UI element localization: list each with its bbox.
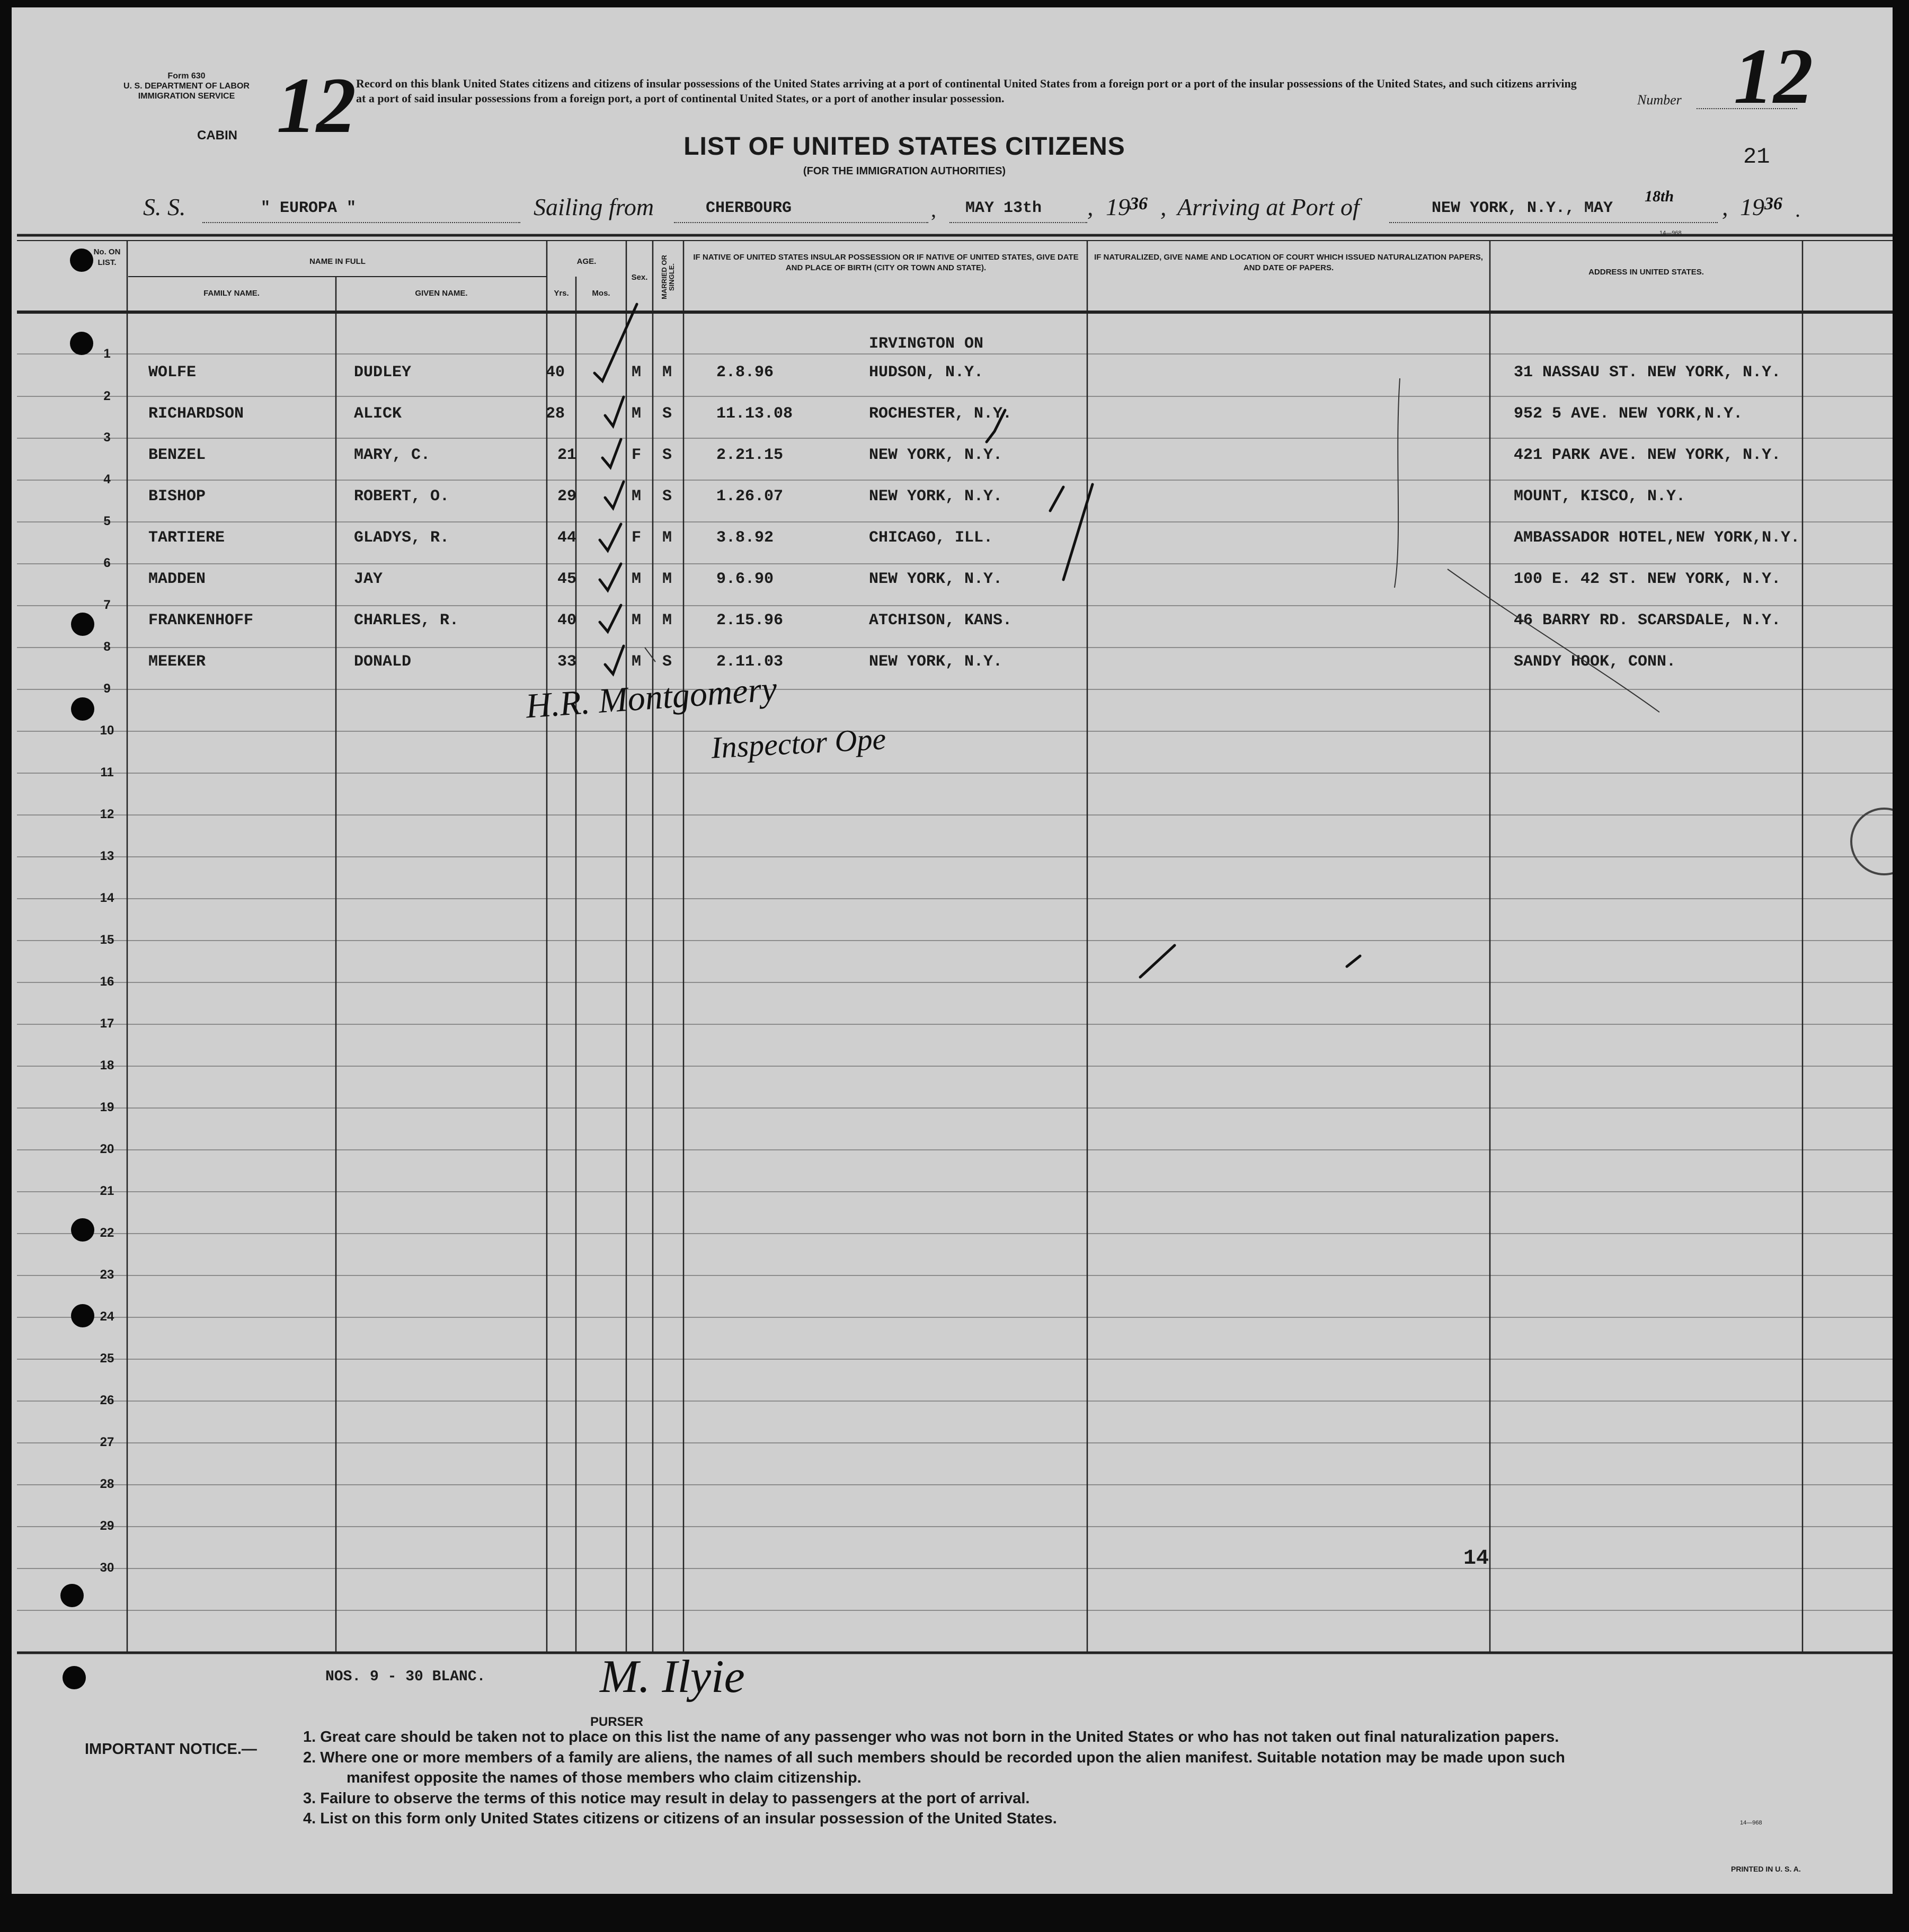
row-number: 9: [103, 681, 111, 696]
cabin-label: CABIN: [197, 128, 237, 143]
row-number: 14: [100, 891, 114, 905]
table-row-given: JAY: [354, 570, 383, 588]
sailing-label: Sailing from: [534, 193, 654, 220]
row-number: 25: [100, 1351, 114, 1366]
row-number: 11: [100, 765, 114, 779]
number-label: Number: [1637, 92, 1682, 108]
table-row-years: 33: [557, 653, 577, 671]
form-number: Form 630: [167, 72, 206, 81]
row-number: 26: [100, 1393, 114, 1407]
row-number: 15: [100, 933, 114, 947]
table-row-given: MARY, C.: [354, 446, 431, 464]
table-row-place: NEW YORK, N.Y.: [869, 570, 1003, 588]
table-row-address: 952 5 AVE. NEW YORK,N.Y.: [1514, 405, 1743, 423]
table-row-family: TARTIERE: [148, 529, 225, 547]
sailing-from: CHERBOURG: [706, 199, 792, 217]
notice-item: 3. Failure to observe the terms of this notice may result in delay to passengers at the port of arrival.: [303, 1790, 1030, 1807]
col-months: Mos.: [592, 289, 610, 298]
notice-label: IMPORTANT NOTICE.—: [85, 1741, 257, 1758]
table-row-years: 28: [546, 405, 565, 423]
row-number: 1: [103, 347, 111, 361]
row-number: 28: [100, 1477, 114, 1491]
table-row-address: 31 NASSAU ST. NEW YORK, N.Y.: [1514, 364, 1781, 382]
notice-item: 1. Great care should be taken not to place on this list the name of any passenger who was not born in the United States or who has not taken out final naturalization papers.: [303, 1729, 1559, 1745]
col-naturalized: IF NATURALIZED, GIVE NAME AND LOCATION OF COURT WHICH ISSUED NATURALIZATION PAPERS, AND DATE OF PAPERS.: [1094, 253, 1483, 272]
row-number: 21: [100, 1184, 114, 1198]
table-row-given: DONALD: [354, 653, 412, 671]
blank-rows-note: NOS. 9 - 30 BLANC.: [325, 1669, 486, 1685]
footer-code: 14—968: [1740, 1820, 1762, 1826]
table-row-given: ALICK: [354, 405, 402, 423]
printed-note: PRINTED IN U. S. A.: [1731, 1865, 1801, 1873]
inspector-title: Inspector Ope: [710, 721, 887, 765]
row-number: 23: [100, 1268, 114, 1282]
table-row-dob: 11.13.08: [716, 405, 793, 423]
table-row-years: 29: [557, 488, 577, 506]
page-title: LIST OF UNITED STATES CITIZENS: [683, 132, 1125, 161]
punch-hole-icon: [71, 613, 94, 636]
punch-hole-icon: [71, 697, 94, 721]
sailing-year-prefix: 19: [1106, 193, 1130, 220]
ss-label: S. S.: [143, 193, 186, 220]
col-no-on-list: No. ON LIST.: [93, 247, 121, 267]
ship-name: " EUROPA ": [261, 199, 357, 217]
notice-item: 2. Where one or more members of a family are aliens, the names of all such members should be recorded upon the alien manifest. Suitable notation may be made upon such: [303, 1749, 1565, 1766]
table-row-sex: M: [632, 405, 642, 423]
table-row-years: 44: [557, 529, 577, 547]
table-row-family: BENZEL: [148, 446, 206, 464]
manifest-sheet: Form 630 U. S. DEPARTMENT OF LABOR IMMIGRATION SERVICE CABIN 12 Record on this blank United States citizens and citizens of insular possessions of the United States arriving at a port of continental United States from a foreign port or a port of the insular possessions of the United States, and such citizens arriving at a port of said insular possessions from a foreign port, a port of continental United States, or a port of another insular possession. Number 12 LIST OF UNITED STATES CITIZENS (FOR THE IMMIGRATION AUTHORITIES) 21 S. S. " EUROPA " Sailing from CHERBOURG , MAY 13th , 19 36 , Arriving at Port of NEW YORK, N.Y., MAY 18th , 19 36 . 14—968 No. ON LIST. NAME IN FULL FAMILY NAME. GIVEN NAME. AGE. Yrs. Mos. Sex. MARRIED OR SINGLE. IF NATIVE OF UNITED STATES INSULAR POSSESSION OR IF NATIVE OF UNITED STATES, GIVE DATE AND PLACE OF BIRTH (CITY OR TOWN AND STATE). IF NATURALIZED, GIVE NAME AND LOCATION OF COURT WHICH ISSUED NATURALIZATION PAPERS, AND DATE OF PAPERS. ADDRESS IN UNITED STATES. 1 2 3 4 5 6 7 8 9 10 11 12 13 14 15 16 17 18 19 20 21 22 23 24 25 26 27 28 29 30 WOLFE DUDLEY 40 M M 2.8.96 IRVINGTON ON HUDSON, N.Y. 31 NASSAU ST. NEW YORK, N.Y. RICHARDSON ALICK 28 M S 11.13.08 ROCHESTER, N.Y. 952 5 AVE. NEW YORK,N.Y. BENZEL MARY, C. 21 F S 2.21.15 NEW YORK, N.Y. 421 PARK AVE. NEW YORK, N.Y. BISHOP ROBERT, O. 29 M S 1.26.07 NEW YORK, N.Y. MOUNT, KISCO, N.Y. TARTIERE GLADYS, R. 44 F M 3.8.92 CHICAGO, ILL. AMBASSADOR HOTEL,NEW YORK,N.Y. MADDEN JAY 45 M M 9.6.90 NEW YORK, N.Y. 100 E. 42 ST. NEW YORK, N.Y. FRANKENHOFF CHARLES, R. 40 M M 2.15.96 ATCHISON, KANS. 46 BARRY RD. SCARSDALE, N.Y. MEEKER DONALD 33 M S 2.11.03 NEW YORK, N.Y. SANDY HOOK, CONN. H.R. Montgomery Inspector Ope 14 NOS. 9 - 30 BLANC. M. Ilyie PURSER IMPORTANT NOTICE.— 1. Great care should be taken not to place on this list the name of any passenger who was not born in the United States or who has not taken out final naturalization papers. 2. Where one or more members of a family are aliens, the names of all such members should be recorded upon the alien manifest. Suitable notation may be made upon such manifest opposite the names of those members who claim citizenship. 3. Failure to observe the terms of this notice may result in delay to passengers at the port of arrival. 4. List on this form only United States citizens or citizens of an insular possession of the United States. 14—968 PRINTED IN U. S. A.: [12, 7, 1893, 1894]
row-number: 18: [100, 1058, 114, 1073]
table-row-sex: M: [632, 570, 642, 588]
purser-signature: M. Ilyie: [600, 1651, 745, 1703]
arriving-label: Arriving at Port of: [1177, 193, 1360, 220]
row-number: 20: [100, 1142, 114, 1156]
row-number: 5: [103, 514, 111, 528]
table-row-address: 421 PARK AVE. NEW YORK, N.Y.: [1514, 446, 1781, 464]
punch-hole-icon: [70, 249, 93, 272]
col-family-name: FAMILY NAME.: [203, 289, 260, 298]
page-mark: 14: [1463, 1547, 1489, 1571]
col-years: Yrs.: [554, 289, 569, 298]
table-row-dob: 2.15.96: [716, 611, 784, 630]
col-birth: IF NATIVE OF UNITED STATES INSULAR POSSESSION OR IF NATIVE OF UNITED STATES, GIVE DATE AND PLACE OF BIRTH (CITY OR TOWN AND STATE).: [693, 253, 1079, 272]
number-value: 12: [1734, 32, 1813, 120]
cabin-value: 12: [277, 61, 356, 149]
table-row-dob: 9.6.90: [716, 570, 774, 588]
row-number: 22: [100, 1226, 114, 1240]
page-number: 21: [1743, 144, 1770, 170]
row-number: 27: [100, 1435, 114, 1449]
sailing-year-suffix: 36: [1130, 194, 1148, 214]
table-row-marital: S: [662, 405, 672, 423]
arrival-year-suffix: 36: [1764, 194, 1782, 214]
table-row-sex: F: [632, 446, 642, 464]
table-row-place: NEW YORK, N.Y.: [869, 488, 1003, 506]
punch-hole-icon: [63, 1666, 86, 1689]
table-row-given: ROBERT, O.: [354, 488, 450, 506]
table-row-dob: 2.8.96: [716, 364, 774, 382]
punch-hole-icon: [70, 332, 93, 355]
row-number: 3: [103, 430, 111, 445]
row-number: 24: [100, 1309, 114, 1324]
table-row-given: GLADYS, R.: [354, 529, 450, 547]
arrival-port-date: NEW YORK, N.Y., MAY: [1432, 199, 1613, 217]
col-age: AGE.: [576, 257, 597, 266]
table-row-sex: M: [632, 364, 642, 382]
table-row-years: 40: [546, 364, 565, 382]
arrival-day: 18th: [1645, 188, 1674, 205]
punch-hole-icon: [71, 1218, 94, 1242]
department-name: U. S. DEPARTMENT OF LABOR: [123, 82, 250, 91]
table-row-address: SANDY HOOK, CONN.: [1514, 653, 1676, 671]
table-row-dob: 3.8.92: [716, 529, 774, 547]
sailing-date: MAY 13th: [965, 199, 1042, 217]
table-row-marital: M: [662, 570, 672, 588]
table-row-marital: M: [662, 529, 672, 547]
table-row-family: RICHARDSON: [148, 405, 244, 423]
page-subtitle: (FOR THE IMMIGRATION AUTHORITIES): [803, 165, 1006, 177]
table-row-years: 45: [557, 570, 577, 588]
table-row-place: CHICAGO, ILL.: [869, 529, 993, 547]
row-number: 10: [100, 723, 114, 738]
table-row-place: NEW YORK, N.Y.: [869, 446, 1003, 464]
table-row-sex: M: [632, 653, 642, 671]
table-row-place: ROCHESTER, N.Y.: [869, 405, 1013, 423]
table-row-sex: M: [632, 488, 642, 506]
table-row-address: MOUNT, KISCO, N.Y.: [1514, 488, 1686, 506]
table-row-address: AMBASSADOR HOTEL,NEW YORK,N.Y.: [1514, 529, 1800, 547]
table-row-years: 40: [557, 611, 577, 630]
punch-hole-icon: [60, 1584, 84, 1607]
table-row-given: CHARLES, R.: [354, 611, 459, 630]
table-row-sex: F: [632, 529, 642, 547]
table-row-marital: S: [662, 488, 672, 506]
table-row-place: IRVINGTON ON: [869, 335, 984, 353]
purser-label: PURSER: [590, 1715, 644, 1729]
row-number: 29: [100, 1519, 114, 1533]
table-row-marital: S: [662, 653, 672, 671]
table-row-dob: 2.11.03: [716, 653, 784, 671]
col-name-in-full: NAME IN FULL: [309, 257, 366, 266]
table-row-marital: M: [662, 611, 672, 630]
notice-item: 4. List on this form only United States citizens or citizens of an insular possession of the United States.: [303, 1810, 1057, 1827]
row-number: 16: [100, 974, 114, 989]
row-number: 6: [103, 556, 111, 570]
table-row-given: DUDLEY: [354, 364, 412, 382]
col-married-or-single: MARRIED OR SINGLE.: [660, 255, 676, 299]
table-row-marital: M: [662, 364, 672, 382]
header-code: 14—968: [1659, 230, 1682, 236]
row-number: 19: [100, 1100, 114, 1114]
col-given-name: GIVEN NAME.: [415, 289, 468, 298]
table-row-dob: 2.21.15: [716, 446, 784, 464]
table-row-dob: 1.26.07: [716, 488, 784, 506]
check-marks: [12, 7, 1893, 1894]
inspector-signature: H.R. Montgomery: [524, 669, 778, 726]
row-number: 13: [100, 849, 114, 863]
table-row-family: MADDEN: [148, 570, 206, 588]
table-row-address: 100 E. 42 ST. NEW YORK, N.Y.: [1514, 570, 1781, 588]
row-number: 2: [103, 389, 111, 403]
table-row-place-2: HUDSON, N.Y.: [869, 364, 984, 382]
row-number: 17: [100, 1016, 114, 1031]
table-row-place: ATCHISON, KANS.: [869, 611, 1013, 630]
table-row-marital: S: [662, 446, 672, 464]
row-number: 8: [103, 640, 111, 654]
table-row-sex: M: [632, 611, 642, 630]
row-number: 4: [103, 472, 111, 486]
arrival-year-prefix: 19: [1740, 193, 1764, 220]
row-number: 30: [100, 1561, 114, 1575]
table-row-family: BISHOP: [148, 488, 206, 506]
punch-hole-icon: [71, 1304, 94, 1327]
notice-item: manifest opposite the names of those members who claim citizenship.: [347, 1769, 862, 1786]
table-row-family: MEEKER: [148, 653, 206, 671]
service-name: IMMIGRATION SERVICE: [138, 92, 235, 101]
table-row-address: 46 BARRY RD. SCARSDALE, N.Y.: [1514, 611, 1781, 630]
table-row-family: WOLFE: [148, 364, 197, 382]
row-number: 7: [103, 598, 111, 612]
table-row-family: FRANKENHOFF: [148, 611, 254, 630]
record-instruction: Record on this blank United States citizens and citizens of insular possessions of the United States arriving at a port of continental United States from a foreign port or a port of the insular possessions of the United States, and such citizens arriving at a port of said insular possessions from a foreign port, a port of continental United States, or a port of another insular possession.: [356, 77, 1577, 105]
col-sex: Sex.: [631, 273, 648, 282]
col-address: ADDRESS IN UNITED STATES.: [1588, 268, 1704, 277]
table-row-years: 21: [557, 446, 577, 464]
row-number: 12: [100, 807, 114, 821]
table-row-place: NEW YORK, N.Y.: [869, 653, 1003, 671]
